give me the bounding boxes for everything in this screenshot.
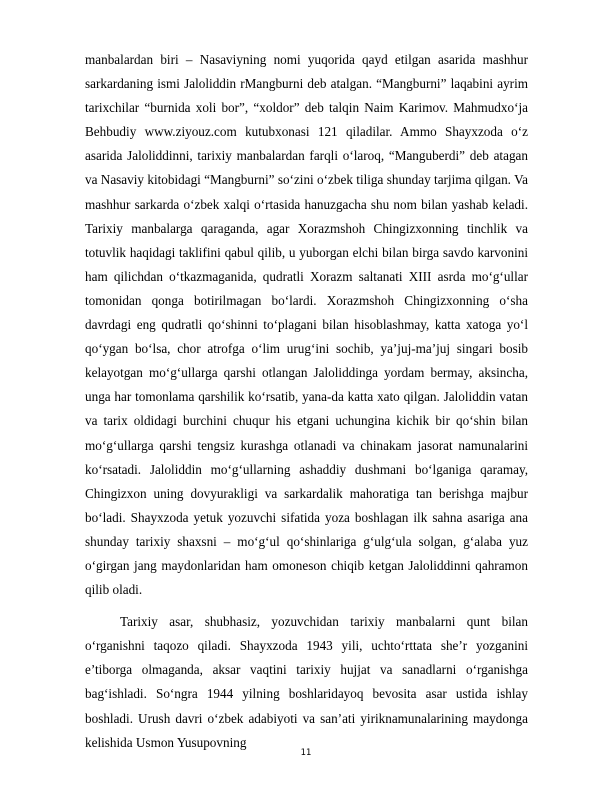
page-number: 11 bbox=[300, 748, 312, 758]
body-text bbox=[85, 48, 528, 755]
paragraph-tarixiy-asar: Tarixiy asar, shubhasiz, yozuvchidan tarixiy manbalarni qunt bilan o‘rganishni taqozo qiladi. Shayxzoda 1943 yili, uchto‘rttata she’r yozganini e’tiborga olmaganda, aksar vaqtini tarixiy hujjat va sanadlarni o‘rganishga bag‘ishladi. So‘ngra 1944 yilning boshlaridayoq bevosita asar ustida ishlay boshladi. Urush davri o‘zbek adabiyoti va san’ati yiriknamunalarining maydonga kelishida Usmon Yusupovning bbox=[85, 614, 528, 750]
paragraph-continued: manbalardan biri – Nasaviyning nomi yuqorida qayd etilgan asarida mashhur sarkardaning ismi Jaloliddin rMangburni deb atalgan. “Mangburni” laqabini ayrim tarixchilar “burnida xoli bor”, “xoldor” deb talqin Naim Karimov. Mahmudxo‘ja Behbudiy www.ziyouz.com kutubxonasi 121 qiladilar. Ammo Shayxzoda o‘z asarida Jaloliddinni, tarixiy manbalardan farqli o‘laroq, “Manguberdi” deb atagan va Nasaviy kitobidagi “Mangburni” so‘zini o‘zbek tiliga shunday tarjima qilgan. Va mashhur sarkarda o‘zbek xalqi o‘rtasida hanuzgacha shu nom bilan yashab keladi. Tarixiy manbalarga qaraganda, agar Xorazmshoh Chingizxonning tinchlik va totuvlik haqidagi taklifini qabul qilib, u yuborgan elchi bilan birga savdo karvonini ham qilichdan o‘tkazmaganida, qudratli Xorazm saltanati XIII asrda mo‘g‘ullar tomonidan qonga botirilmagan bo‘lardi. Xorazmshoh Chingizxonning o‘sha davrdagi eng qudratli qo‘shinni to‘plagani bilan hisoblashmay, katta xatoga yo‘l qo‘ygan bo‘lsa, chor atrofga o‘lim urug‘ini sochib, ya’juj-ma’juj singari bosib kelayotgan mo‘g‘ullarga qarshi otlangan Jaloliddinga yordam bermay, aksincha, unga har tomonlama qarshilik ko‘rsatib, yana-da katta xato qilgan. Jaloliddin vatan va tarix oldidagi burchini chuqur his etgani uchungina kichik bir qo‘shin bilan mo‘g‘ullarga qarshi tengsiz kurashga otlanadi va chinakam jasorat namunalarini ko‘rsatadi. Jaloliddin mo‘g‘ullarning ashaddiy dushmani bo‘lganiga qaramay, Chingizxon uning dovyurakligi va sarkardalik mahoratiga tan berishga majbur bo‘ladi. Shayxzoda yetuk yozuvchi sifatida yoza boshlagan ilk sahna asariga ana shunday tarixiy shaxsni – mo‘g‘ul qo‘shinlariga g‘ulg‘ula solgan, g‘alaba yuz o‘girgan jang maydonlaridan ham omoneson chiqib ketgan Jaloliddinni qahramon qilib oladi. bbox=[85, 52, 528, 598]
